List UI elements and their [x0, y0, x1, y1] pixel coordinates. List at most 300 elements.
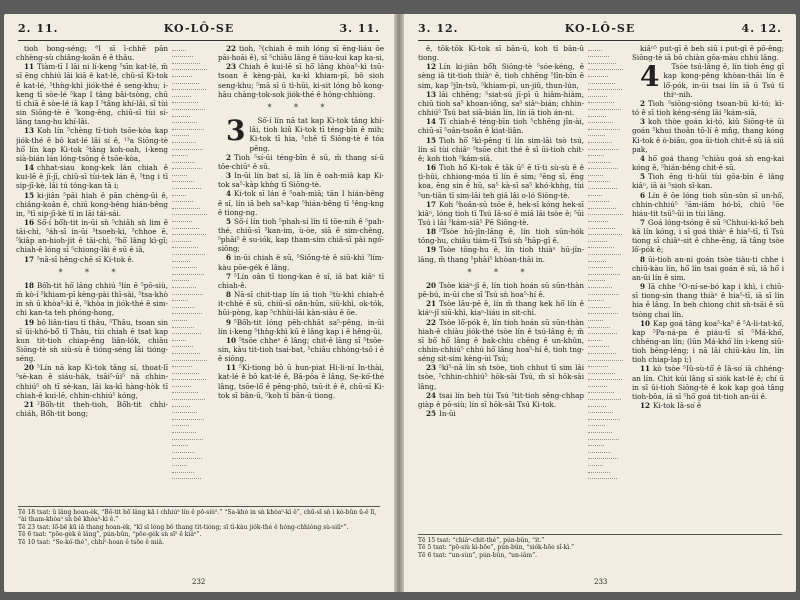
verse-text: Lín ê ōe lóng tioh sûn-sûn sī un-hô͘, chhin-chhiú⁵ ⁵ām-iâm hó-bī, chiū ⁵ōe hiáu-tit tsū⁵-ūi in tùi lâng. [632, 190, 784, 218]
cross-reference-line [588, 347, 616, 354]
verse [218, 290, 384, 317]
verse-text: Tioh ⁵siōng-siōng tsoan-bū kì-tó; kì-tó ê sī tioh kéng-séng lāi ⁵kám-siā, [632, 98, 784, 118]
verse-number: 4 [226, 189, 232, 199]
verse [218, 318, 384, 336]
cross-reference-line [172, 84, 206, 91]
cross-reference-line [588, 295, 604, 302]
verse [16, 163, 168, 190]
verse-text: Ki-tok Iâ-so͘ ê [653, 401, 702, 411]
cross-reference-line [588, 446, 611, 453]
verse [418, 117, 584, 135]
cross-reference-line [588, 110, 606, 117]
cross-reference-line [172, 97, 198, 104]
verse-text: ²Bô͘h-tit theh-tioh, Bô͘h-tit chhi-chiáh, Bô͘h-tit bong; [16, 399, 168, 419]
verse-text: Tsòe lô͘-pók ê, lín tioh hoán sū sūn-thàn hiah-ê chiàu jiók-thé tsòe lín ê tsú-lâng ê; m̄ sī bô͘ hō͘ lâng ê bak-chiu chēng ê un-khûn, chhin-chhiú⁵ chhú hō͘ lâng hoa⁵-hí ê, tioh tng-séng sit-sim kèng-ùi Tsú; [418, 317, 584, 364]
verse-text: ki-jiân ⁵pāi hiah ê pān chèng-ūi ê, chiâng-koân ê, chiū kong-bêng hián-bêng in, ⁵tī sip-jī-kè tī in lāi tái-sái. [16, 190, 168, 218]
verse [16, 126, 168, 163]
verse-number: 19 [24, 317, 35, 327]
cross-reference-line [172, 393, 205, 400]
cross-reference-line [172, 255, 190, 262]
verse-text: in-ūi chiah ê sū, ⁵Siōng-tè ê siū-khì ⁷lím-kàu pōe-gék ê lâng. [218, 253, 384, 272]
cross-reference-line [588, 354, 623, 361]
verse-number: 5 [226, 216, 232, 226]
text-column-2 [218, 44, 384, 484]
cross-reference-line [588, 400, 606, 407]
verse-text: Tsòe lāu-pē ê, lín m̄ thang kek hō͘ lín ê kiáⁿ-jî siū-khì, kiaⁿ-liáu in sit-chì. [418, 299, 584, 318]
cross-reference-line [172, 466, 194, 473]
verse-text: ūi-tioh an-ni goán tsòe tiàu-ti chhe i chiū-kàu lín, hō͘ lín tsai goán ê sū, iā hō͘ i an-ūi lín ê sim. [632, 254, 784, 282]
right-page [404, 14, 796, 592]
verse-number: 23 [226, 62, 237, 72]
cross-reference-line [588, 262, 613, 269]
verse [218, 153, 384, 171]
verse-number: 8 [640, 254, 646, 264]
verse-number: 17 [426, 199, 437, 209]
cross-reference-line [172, 150, 188, 157]
cross-reference-line [588, 387, 614, 394]
verse-text: Ki-tok sī lán ê ⁵oah-miā; tān I hián-bêng ê sî, lín iā beh sa⁵-kap ⁵hián-bêng tī ⁵êng-kng ê tiong-ng. [218, 189, 384, 217]
verse-number: 7 [640, 217, 646, 227]
verse-text: ⁵Tsòe hū-jîn-lâng ê, lín tioh sūn-hók tōng-hu, chiâu tiám-tī Tsú sǹ ⁵hāp-gî ê. [418, 227, 584, 246]
cross-reference-line [172, 400, 190, 407]
cross-reference-line [172, 262, 197, 269]
cross-reference-line [588, 255, 606, 262]
verse-text: kò tsòe ⁵Iû-sù-tō͘ ê Iâ-so͘ iā chhéng-an lín. Chit kúi lâng sī siók kat-lé ê; chí ū in sī ūi-tioh Siōng-tè ê kok kap goá tâng tioh-bôa, iā sī ⁵hō͘ goá tit-tioh an-ūi ê. [632, 364, 784, 401]
verse [632, 99, 784, 117]
cross-reference-line [588, 182, 617, 189]
verse [632, 319, 784, 365]
cross-reference-line [588, 393, 621, 400]
verse-number: 21 [24, 399, 35, 409]
verse-text: ⁵kì⁵-nā lín sǹ tsòe, tioh chhut tī sim lāi tsòe, ⁵chhin-chhiú⁵ hōk-sāi Tsú, m̄ sī hōk-sāi lâng, [418, 363, 584, 391]
cross-reference-line [172, 275, 189, 282]
section-divider: * * * [267, 102, 335, 112]
verse-text: Sô͘-í lín nā tat kap Ki-tok tâng khí-lâi, tioh kiû Ki-tok tī téng-bīn ê mih; Ki-tok tī hia, ⁵chē tī Siōng-tè ê tóa pêng. [249, 116, 384, 153]
cross-reference-line [172, 453, 202, 460]
cross-reference-line [172, 215, 192, 222]
header-chapter-right: 4. 12. [741, 22, 782, 35]
verse-text: In-ūi lín bat sí, lâ lín ê oah-miā kap Ki-tok sa⁵-kàp khǹg tī Siōng-tè. [218, 171, 384, 190]
section-divider: * * * [467, 267, 535, 277]
verse-number: 20 [24, 363, 35, 373]
cross-reference-column [588, 44, 628, 484]
verse-text: chhat-siau kong-kek lán chiah ê kui-lē ê jī-jī, chiū-sī tùi-tek lán ê, ⁵tng i tī sip-jī-kè, lāi tú tóng-kan tā i; [16, 163, 168, 191]
verse-text: ⁵nā-sī hêng-chē sī Ki-tok ê. [37, 254, 135, 264]
verse-number: 8 [226, 290, 232, 300]
cross-reference-line [588, 189, 602, 196]
verse-number: 23 [426, 363, 437, 373]
cross-reference-line [588, 229, 622, 236]
verse-text: Tioh hō͘ ⁵kì-pêng tī lín sim-lāi tsò tsú, lín sī tùi chiâⁿ ⁵tsōe chit thé ê sī ūi-tioh chit-ê; koh tioh ⁵kám-siā. [418, 135, 584, 163]
cross-reference-line [172, 354, 207, 361]
cross-reference-line [172, 51, 193, 58]
verse [418, 136, 584, 163]
cross-reference-line [588, 222, 615, 229]
cross-reference-line [172, 123, 204, 130]
cross-reference-line [172, 361, 192, 368]
verse [418, 391, 584, 409]
cross-reference-line [172, 407, 197, 414]
verse-text: Tioh hō͘ Ki-tok ê tāk ū⁵ ē tī-ti sù-sù ê ê ṭì-hūi, chhiong-móa tī lín ê sim; ⁵ēng sī, ēng koa, ēng sin ê hū, sa⁵ kà-sī sa⁵ khó-khǹg, tùi ⁵un-tiān tī sim-lāi teh giâ lâi o-ló Siōng-tè. [418, 163, 584, 200]
cross-reference-line [588, 51, 609, 58]
verse-text: kiâⁿ⁵ put-gī ê beh siū i put-gī ê pō-êng; Siōng-tè iā bô chiàn gōa-màu chhú lâng. [632, 44, 784, 63]
cross-reference-line [588, 479, 602, 484]
verse [16, 318, 168, 364]
cross-reference-line [588, 288, 619, 295]
cross-reference-line [588, 380, 607, 387]
cross-reference-line [588, 341, 609, 348]
verse-text: Tioh ēng tì-hūi tùi gōa-bīn ê lâng kiâⁿ, iā ài ⁵sioh sî-kan. [632, 172, 784, 191]
footnote: Tē 10 tsat: “Se-kó͘-thé”, chhí⁵-hoan ê tsōe ê miâ. [18, 538, 164, 546]
page-number: 232 [192, 578, 206, 586]
verse [16, 255, 168, 264]
cross-reference-line [588, 163, 618, 170]
verse-text: bô liân-tiau tī thâu, ⁵Thâu, tsoan sin sī ūi-khó-bô͘ tī Thâu, tùi chiah ê tsat kap kun tit-tioh chiap-êng liân-lók, chiâu Siōng-tè sǹ siù-sù ê tióng-séng lāi tióng-séng. [16, 317, 168, 364]
cross-reference-line [172, 334, 186, 341]
cross-reference-line [172, 202, 200, 209]
cross-reference-line [588, 196, 609, 203]
verse [218, 336, 384, 363]
verse-text: ⁵tsōe chheⁿ ê lâng; chit-ê lâng sī ⁵tsōe-sin, kàu tit-tioh tsai-bat, ⁵chiâu chhòng-tsō i ê ê siōng. [218, 335, 384, 364]
cross-reference-line [172, 64, 207, 71]
verse-number: 15 [426, 135, 437, 145]
cross-reference-line [588, 202, 616, 209]
cross-reference-line [588, 248, 621, 255]
cross-reference-line [588, 459, 603, 466]
cross-reference-line [588, 130, 605, 137]
cross-reference-line [588, 117, 613, 124]
verse-number: 3 [640, 117, 646, 127]
chapter-number: 4 [640, 60, 660, 94]
verse-text: ⁵Lín oân tī tiong-kan ê sî, iā bat kiâⁿ tī chiah-ê. [218, 271, 384, 290]
chapter-number: 3 [226, 114, 246, 148]
verse [16, 191, 168, 218]
cross-reference-line [588, 275, 605, 282]
cross-reference-line [172, 182, 201, 189]
running-header-right [418, 22, 782, 41]
cross-reference-line [588, 242, 614, 249]
section-divider: * * * [58, 267, 126, 277]
verse-number: 22 [426, 317, 437, 327]
verse-text: Tioh ⁵sí-ūi téng-bīn ê sū, m̄ thang sí-ū tōe-chiūⁿ ê sū. [218, 152, 384, 171]
verse-number: 2 [640, 98, 646, 108]
cross-reference-line [172, 295, 188, 302]
verse [418, 409, 584, 418]
verse-text: ⁵Bô͘h-tit lóng pēh-chhāt sa⁵-pêng, in-ūi lín i-keng ⁵thǹg-khì kū ê lâng kap i ê hêng-ūi, [218, 317, 384, 336]
verse [218, 363, 384, 400]
cross-reference-line [588, 77, 615, 84]
verse-number: 18 [24, 280, 35, 290]
cross-reference-line [172, 387, 198, 394]
cross-reference-line [588, 433, 619, 440]
footnote: Tē 15 tsat: “chiâⁿ-chit-thé”, pún-bûn, “it.” [418, 537, 545, 544]
verse-number: 14 [24, 163, 35, 173]
verse [418, 318, 584, 364]
verse [16, 281, 168, 318]
verse [16, 400, 168, 418]
verse-text: koh thòe goán kì-tó, kiû Siōng-tè ūi goán ⁵khui thoân tō-lí ê mn̂g, thang kóng Ki-tok ê ò-biāu, goa ūi-tioh chit-ê sū iā siū pak, [632, 117, 784, 154]
verse-number: 19 [426, 245, 437, 255]
cross-reference-line [172, 143, 203, 150]
verse [16, 44, 168, 62]
cross-reference-line [172, 459, 187, 466]
cross-reference-line [588, 281, 612, 288]
cross-reference-line [172, 413, 204, 420]
verse [16, 218, 168, 255]
cross-reference-line [588, 97, 614, 104]
verse-text: tsai lín beh tùi Tsú ⁵tit-tioh sêng-chhap giàp ê pō-siù; lín sī hōk-sāi Tsú Ki-tok. [418, 390, 584, 409]
verse [632, 62, 784, 99]
verse-number: 10 [640, 318, 651, 328]
verse-number: 15 [24, 190, 35, 200]
verse-number: 2 [226, 152, 232, 162]
verse-number: 6 [226, 253, 232, 263]
cross-reference-line [588, 57, 616, 64]
verse-text: ⁵Lín nā kap Ki-tok tâng sí, thoat-lī ⁵sè-kan ê siáu-hák, tsāi⁵-ūi⁵ nā chhin-chhiú⁵ oh tī sè-kan, lāi ka-kī hàng-hòk tī chiah-ê kui-lē, chhin-chhiú⁵ kóng, [16, 363, 168, 400]
verse-text: Bô͘h-tit hō͘ lâng chhiú ⁵lín ê ⁵pō-siù, m̄ kò-í ⁵khiam-pī kèng-pài thī-sài, ⁵tsa-khò in sǹ ū khòa⁵-kì ê, ⁵khòa in jiók-thé ê sim-chi kan-ta teh phóng-hong, [16, 280, 168, 318]
verse-text: Iā chhe ⁵O-ní-se-bó kap i khì, i chiū-sī tiong-sìn thang thiàⁿ ê hia⁵-tī, iā sī lín hia ê lâng. In beh chiong chit sǹ-tsāi ê sū tsòng chai lín. [632, 282, 784, 319]
cross-reference-line [172, 314, 187, 321]
cross-reference-line [588, 440, 604, 447]
verse-number: 7 [226, 271, 232, 281]
footnotes [418, 534, 782, 577]
cross-reference-line [172, 235, 191, 242]
cross-reference-line [172, 176, 194, 183]
verse-number: 18 [426, 227, 437, 237]
cross-reference-line [588, 466, 610, 473]
verse-text: Tiàm-tī I lāi ni lí-keng ⁵sīn kat-lé, m̄ sī ēng chhiú lāi kiā ê kat-lé, chū-sī Ki-tok ê kat-lé, ⁵thǹg-khì jiók-thé ê seng-khu; i-keng tī sòe-lé ⁵kap I tâng bâi-tsòng, chū tī chiā ê sòe-lé iā kap I ⁵tâng khí-lâi, sī tùi sin Siōng-tè ê ⁷kong-êng, chiū-sī tùi sí-lâng tang-hu khí-lâi. [16, 62, 168, 127]
cross-reference-line [172, 156, 195, 163]
header-chapter-right: 3. 11. [339, 22, 380, 35]
cross-reference-line [588, 44, 602, 51]
cross-reference-line [172, 57, 200, 64]
verse-number: 12 [426, 62, 437, 72]
cross-reference-line [588, 209, 623, 216]
verse-number: 25 [426, 409, 437, 419]
verse-text: In-ūi [439, 409, 456, 419]
cross-reference-line [588, 84, 622, 91]
page-number: 233 [594, 578, 608, 586]
verse-number: 24 [426, 390, 437, 400]
cross-reference-line [172, 103, 205, 110]
cross-reference-column [172, 44, 212, 484]
cross-reference-line [588, 64, 623, 71]
verse-number: 22 [226, 44, 237, 53]
verse-number: 9 [640, 282, 646, 292]
verse [418, 363, 584, 390]
cross-reference-line [172, 446, 195, 453]
verse-number: 17 [24, 254, 35, 264]
verse-text: Lín ki-jiân bô͘h Siōng-tè ⁵sóe-kéng, ê sèng iā tit-tioh thiàⁿ ê, tioh chhēng ⁵lîn-bīn ê sim, kap ⁵jîn-tsû, ⁵khiam-pī, un-jiû, thun-lún, [418, 62, 584, 90]
cross-reference-line [588, 334, 602, 341]
cross-reference-line [172, 209, 207, 216]
text-column-1 [16, 44, 168, 484]
cross-reference-line [588, 473, 617, 480]
verse-text: tioh bong-séng; ⁸I sī ī-chhē pān chhèng-sù chiâng-koân ê ê thâu. [16, 44, 168, 63]
cross-reference-line [172, 189, 186, 196]
verse-text: Tsòe tōng-hu ê, lín tioh thiàⁿ hū-jîn-lâng, m̄ thang ⁵phài⁵ khòan-thāi in. [418, 245, 584, 264]
cross-reference-line [172, 367, 199, 374]
cross-reference-line [588, 90, 607, 97]
text-column-1 [418, 44, 584, 484]
verse [218, 44, 384, 62]
cross-reference-line [172, 268, 204, 275]
footnote: Tē 5 tsat: “pō-siù kì-hōe”, pún-bûn, “siók-hōe sî-kì.” [418, 544, 575, 552]
verse-text: Tī chiah-ê téng-bīn tioh ⁵chhēng jîn-ài, chiū-sī ⁵oân-tsoân ê kiat-liân. [418, 117, 584, 136]
cross-reference-line [588, 367, 615, 374]
cross-reference-line [172, 242, 198, 249]
verse [418, 62, 584, 89]
verse-number: 9 [226, 317, 232, 327]
verse [632, 255, 784, 282]
cross-reference-line [588, 301, 611, 308]
cross-reference-line [172, 70, 192, 77]
verse [218, 189, 384, 216]
cross-reference-line [172, 288, 203, 295]
verse [632, 154, 784, 172]
verse [16, 62, 168, 126]
verse-number: 4 [640, 153, 646, 163]
cross-reference-line [588, 156, 611, 163]
verse-text: ê, tōk-tōk Ki-tok sī bān-ū, koh tī bān-ū tiong. [418, 44, 584, 63]
cross-reference-line [588, 321, 610, 328]
cross-reference-line [172, 90, 191, 97]
cross-reference-line [588, 169, 603, 176]
cross-reference-line [588, 103, 621, 110]
verse [418, 299, 584, 317]
verse [16, 363, 168, 400]
verse [632, 191, 784, 218]
cross-reference-line [588, 268, 620, 275]
verse-number: 3 [226, 171, 232, 181]
cross-reference-line [172, 169, 187, 176]
verse-number: 10 [226, 335, 237, 345]
cross-reference-line [588, 70, 608, 77]
cross-reference-line [172, 321, 194, 328]
verse [632, 364, 784, 401]
cross-reference-line [172, 110, 190, 117]
verse-number: 11 [24, 62, 35, 72]
cross-reference-line [172, 347, 200, 354]
left-page [4, 14, 394, 592]
verse-number: 14 [426, 117, 437, 127]
cross-reference-line [172, 301, 195, 308]
cross-reference-line [588, 374, 622, 381]
cross-reference-line [172, 136, 196, 143]
cross-reference-line [172, 163, 202, 170]
verse [418, 90, 584, 117]
verse [218, 272, 384, 290]
verse-number: 6 [640, 190, 646, 200]
verse-number: 20 [426, 280, 437, 290]
verse [632, 117, 784, 154]
cross-reference-line [588, 314, 603, 321]
cross-reference-line [588, 176, 610, 183]
cross-reference-line [588, 215, 608, 222]
verse-number: 16 [24, 217, 35, 227]
cross-reference-line [172, 433, 203, 440]
verse-text: Koh ⁵hoân-sū tsōe ê, hek-sī kóng hek-sī kiâⁿ, lóng tioh tī Tsú Iâ-so͘ ê miâ lāi tsòe ê; ⁵ūi Tsú i lāi ⁵kám-siā⁵ Pē Siōng-tè. [418, 199, 584, 227]
verse-number: 11 [226, 363, 237, 373]
cross-reference-line [172, 473, 201, 480]
verse [218, 171, 384, 189]
verse [418, 245, 584, 263]
verse [632, 172, 784, 190]
verse-text: Sô͘-í bô͘h-tit in-ūi sǹ ⁵chiâh sǹ lim ê tāi-chì, ⁵a̍h-sī in-ūi ⁵tsoeh-ki, ⁵chhoe ē, ⁵kiāp an-hioh-jit ê tāi-chì, ⁵hō͘ lâng kì-gī; chiah-ê lóng sī ⁵chiong-lâi ê sū ê iā, [16, 217, 168, 255]
verse [418, 227, 584, 245]
cross-reference-line [172, 328, 201, 335]
verse [418, 163, 584, 200]
cross-reference-line [588, 407, 613, 414]
cross-reference-line [172, 426, 196, 433]
cross-reference-line [172, 117, 197, 124]
footnote: Tē 6 tsat: “pōe-gèk ê lâng”, pún-bûn, “pōe-gék sǹ sī⁵ ê kiáⁿ”. [18, 531, 202, 539]
cross-reference-line [588, 235, 607, 242]
footnotes [18, 506, 380, 569]
cross-reference-line [588, 308, 618, 315]
verse-text: Nā-sī chit-tiap lín iā tioh ⁵tù-khì chiah-ê it-chhè ê sū, chiū-sī oân-hūn, siū-khì, ok-tók, hūi-pòng, kap ⁵chhùi-lāi kàn-siàu ê ōe. [218, 290, 384, 318]
cross-reference-line [172, 380, 191, 387]
cross-reference-line [588, 453, 618, 460]
verse-text: ⁵Ki-tiong bô ū hun-piat Hi-li-ní In-thài, kat-lé ê bô kat-lé ê, Bâ-pōa ê lâng, Se-kó͘-thé lâng, tsōe-lô͘ ê pêng-phō, tsū-it ê ê, chū-sī Ki-tok sī bān-ū, ⁵koh tī bān-ū tiong. [218, 363, 384, 400]
cross-reference-line [172, 341, 193, 348]
verse [418, 200, 584, 227]
verse [418, 281, 584, 299]
verse [632, 401, 784, 410]
cross-reference-line [172, 44, 186, 51]
cross-reference-line [172, 222, 199, 229]
verse-number: 16 [426, 163, 437, 173]
cross-reference-line [588, 426, 612, 433]
text-column-2 [632, 44, 784, 484]
verse-text: Tsòe tsú-lâng ê, lín tioh ēng gī kap kong-pêng khòan-thāi lín ê lô͘-pók, in-ūi tsai lín iā ū Tsú tī thiⁿ-nih. [663, 62, 784, 99]
cross-reference-line [588, 123, 620, 130]
cross-reference-line [588, 361, 608, 368]
gutter [394, 14, 404, 592]
verse-text: hō͘ goá thang ⁵chiàu goá sǹ eng-kai kóng ê, ⁵hián-bêng chit-ê sū. [632, 153, 784, 173]
verse [218, 62, 384, 99]
verse-number: 11 [640, 364, 651, 374]
cross-reference-line [588, 328, 617, 335]
verse-number: 13 [426, 89, 437, 99]
verse [218, 253, 384, 271]
header-book-title: KO-LÔ-SE [564, 22, 636, 35]
footnote: Tē 18 tsat: ū lâng hoan-èk, “Bô͘-tit hō͘ lâng kā i chhiú⁵ lín ê pō-siù⁵.” “Sa-khò in sǹ khòa⁵-kì ê”, chū-sī sǹ i kò-bûn ū-ê lī, “ài tham-khòa⁵ sǹ bē khòa⁵-kì ê.” [18, 509, 377, 524]
header-chapter-left: 3. 12. [418, 22, 459, 35]
verse-text: Sô͘-í lín tioh ⁵phah-sí lín tī tōe-nih ê ⁵pah-thé, chiū-sī ⁵kan-im, ù-òe, siā ê sim-chêng, ⁵phāi⁵ ê su-iók, kap tham-sim chiâ-sī pài ngó͘-siōng; [218, 216, 384, 254]
verse [632, 44, 784, 62]
verse-text: tioh, ⁵(chiah ê mih lóng sī ēng-liáu ōe pāi-hoāi ê), sī ⁵chiâu lâng ê tiàu-kui kap ka-si, [218, 44, 384, 63]
verse-text: Koh lín ⁵chèng tī-tioh tsōe-kòa kap jiók-thé ê bô kat-lé lāi sí ê, ¹³a Siōng-tè hō͘ lín kap Ki-tok ⁵tâng koh-oah, i-keng sià-bián lán lóng-tsōng ê tsōe-kòa, [16, 126, 168, 163]
cross-reference-line [172, 440, 188, 447]
cross-reference-line [172, 420, 189, 427]
cross-reference-line [172, 77, 199, 84]
verse-text: Goá lóng-tsóng ê sū ⁵Chhui-ki-kó͘ beh kā lín kóng, i sī goá thiàⁿ ê hia⁵-tī, tī Tsú tiong sī chiâⁿ-sit ê chhe-ēng, iā tâng tsòe lô͘-pók ê; [632, 217, 784, 255]
running-header-left [18, 22, 380, 41]
cross-reference-line [588, 420, 605, 427]
cross-reference-line [172, 130, 189, 137]
cross-reference-line [588, 136, 612, 143]
cross-reference-line [172, 229, 206, 236]
verse-text: Kap goá tâng koa⁵-ka⁵ ê ⁵A-li-tat-kó͘, kap ⁵Pa-ná-pa ê piáu-tī sī ⁵Má-khó͘, chhéng-an lín; (lūn Má-khó͘ lín i-keng siū-tioh bēng-léng; i nā lâi chiū-kàu lín, lín tioh chiap-lap i;) [632, 318, 784, 365]
cross-reference-line [172, 479, 186, 484]
cross-reference-line [172, 308, 202, 315]
verse-number: 12 [640, 401, 651, 411]
header-chapter-left: 2. 11. [18, 22, 59, 35]
footnote: Tē 23 tsat: lō͘-bē kū iā thang hoan-èk, “kī sī lóng bô thang tit-tióng; sī tì-kàu jiók-thé ê hóng-chhiòng sù-siūⁿ”. [18, 523, 349, 531]
verse-number: 21 [426, 299, 437, 309]
verse-text: lāi chhēng; ⁵siat-sú jī-pī ū hiâm-hiàm, chiū tioh sa⁵ khoan-iông, sa⁵ siâⁿ-bián; chhin-chhiú⁵ Tsú bat siā-bián lín, lín iā tioh án-ni. [418, 89, 584, 118]
